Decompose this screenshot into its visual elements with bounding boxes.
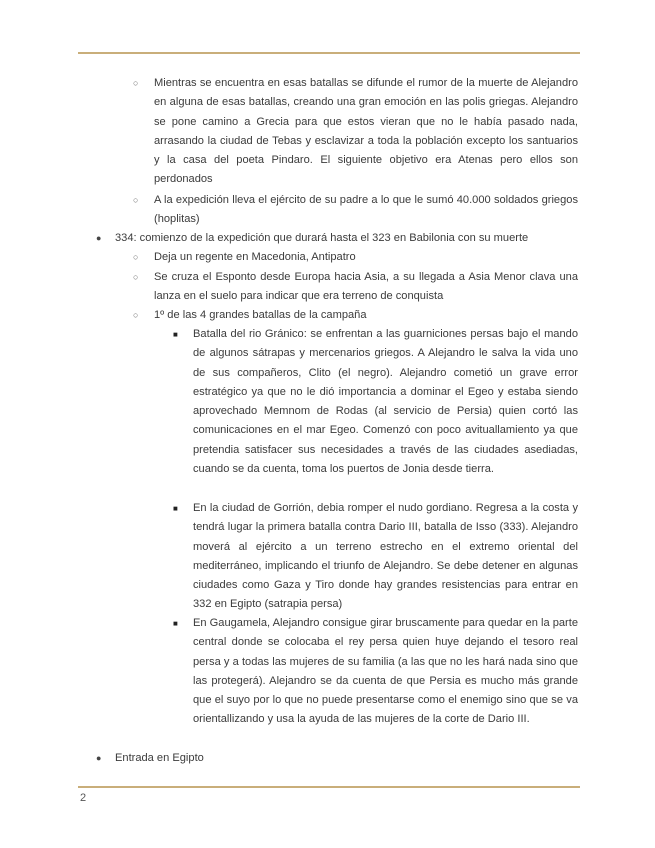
list-item [173,499,578,615]
square-bullet-icon: ■ [173,619,178,628]
footer-rule [78,786,580,788]
list-item-text: Deja un regente en Macedonia, Antipatro [154,251,356,263]
list-item [133,74,578,190]
list-item-text: 1º de las 4 grandes batallas de la campaña [154,309,367,321]
list-item [96,229,578,248]
disc-bullet-icon: ● [96,233,102,243]
list-item [133,306,578,325]
page-number: 2 [80,792,87,804]
list-item-text: En la ciudad de Gorrión, debia romper el nudo gordiano. Regresa a la costa y tendrá lugar la primera batalla contra Dario III, batalla de Isso (333). Alejandro moverá al ejército a un terreno estrecho en el extremo oriental del mediterráneo, implicando el triunfo de Alejandro. Se debe detener en algunas ciudades como Gaza y Tiro donde hay grandes resistencias para entrar en 332 en Egipto (satrapia persa) [193,502,578,611]
circle-bullet-icon: ○ [133,310,139,320]
list-item [173,614,578,730]
circle-bullet-icon: ○ [133,252,139,262]
list-item [173,325,578,479]
list-item-text: A la expedición lleva el ejército de su padre a lo que le sumó 40.000 soldados griegos (hoplitas) [154,194,578,226]
list-item [133,268,578,307]
circle-bullet-icon: ○ [133,272,139,282]
circle-bullet-icon: ○ [133,78,139,88]
list-item-text: Mientras se encuentra en esas batallas se difunde el rumor de la muerte de Alejandro en alguna de esas batallas, creando una gran emoción en las polis griegas. Alejandro se pone camino a Grecia para que estos vieran que no le había pasado nada, arrasando la ciudad de Tebas y esclavizar a toda la población excepto los santuarios y la casa del poeta Pindaro. El siguiente objetivo era Atenas pero ellos son perdonados [154,77,578,186]
square-bullet-icon: ■ [173,504,178,513]
list-item-text: Batalla del rio Gránico: se enfrentan a las guarniciones persas bajo el mando de algunos sátrapas y mercenarios griegos. A Alejandro le salva la vida uno de sus compañeros, Clito (el negro). Alejandro cometió un grave error estratégico ya que no le dió importancia a dominar el Egeo y estaba siendo aprovechado Memnom de Rodas (al servicio de Persia) quien cortó las comunicaciones en el mar Egeo. Comenzó con poco avituallamiento ya que pretendia satisfacer sus necesidades a través de las ciudades asediadas, cuando se da cuenta, toma los puertos de Jonia desde tierra. [193,328,578,476]
list-item [96,749,578,768]
list-item [133,191,578,230]
square-bullet-icon: ■ [173,330,178,339]
circle-bullet-icon: ○ [133,195,139,205]
disc-bullet-icon: ● [96,753,102,763]
list-item-text: Entrada en Egipto [115,752,204,764]
list-item-text: 334: comienzo de la expedición que durará hasta el 323 en Babilonia con su muerte [115,232,529,244]
list-item-text: Se cruza el Esponto desde Europa hacia Asia, a su llegada a Asia Menor clava una lanza en el suelo para indicar que era terreno de conquista [154,271,578,303]
list-item [133,248,578,267]
header-rule [78,52,580,54]
list-item-text: En Gaugamela, Alejandro consigue girar bruscamente para quedar en la parte central donde se colocaba el rey persa quien huye dejando el tesoro real persa y a todas las mujeres de su familia (a las que no les hará nada sino que las protegerá). Alejandro se da cuenta de que Persia es mucho más grande que el suyo por lo que no puede presentarse como el enemigo sino que se va orientallizando y usa la ayuda de las mujeres de la corte de Dario III. [193,617,578,726]
